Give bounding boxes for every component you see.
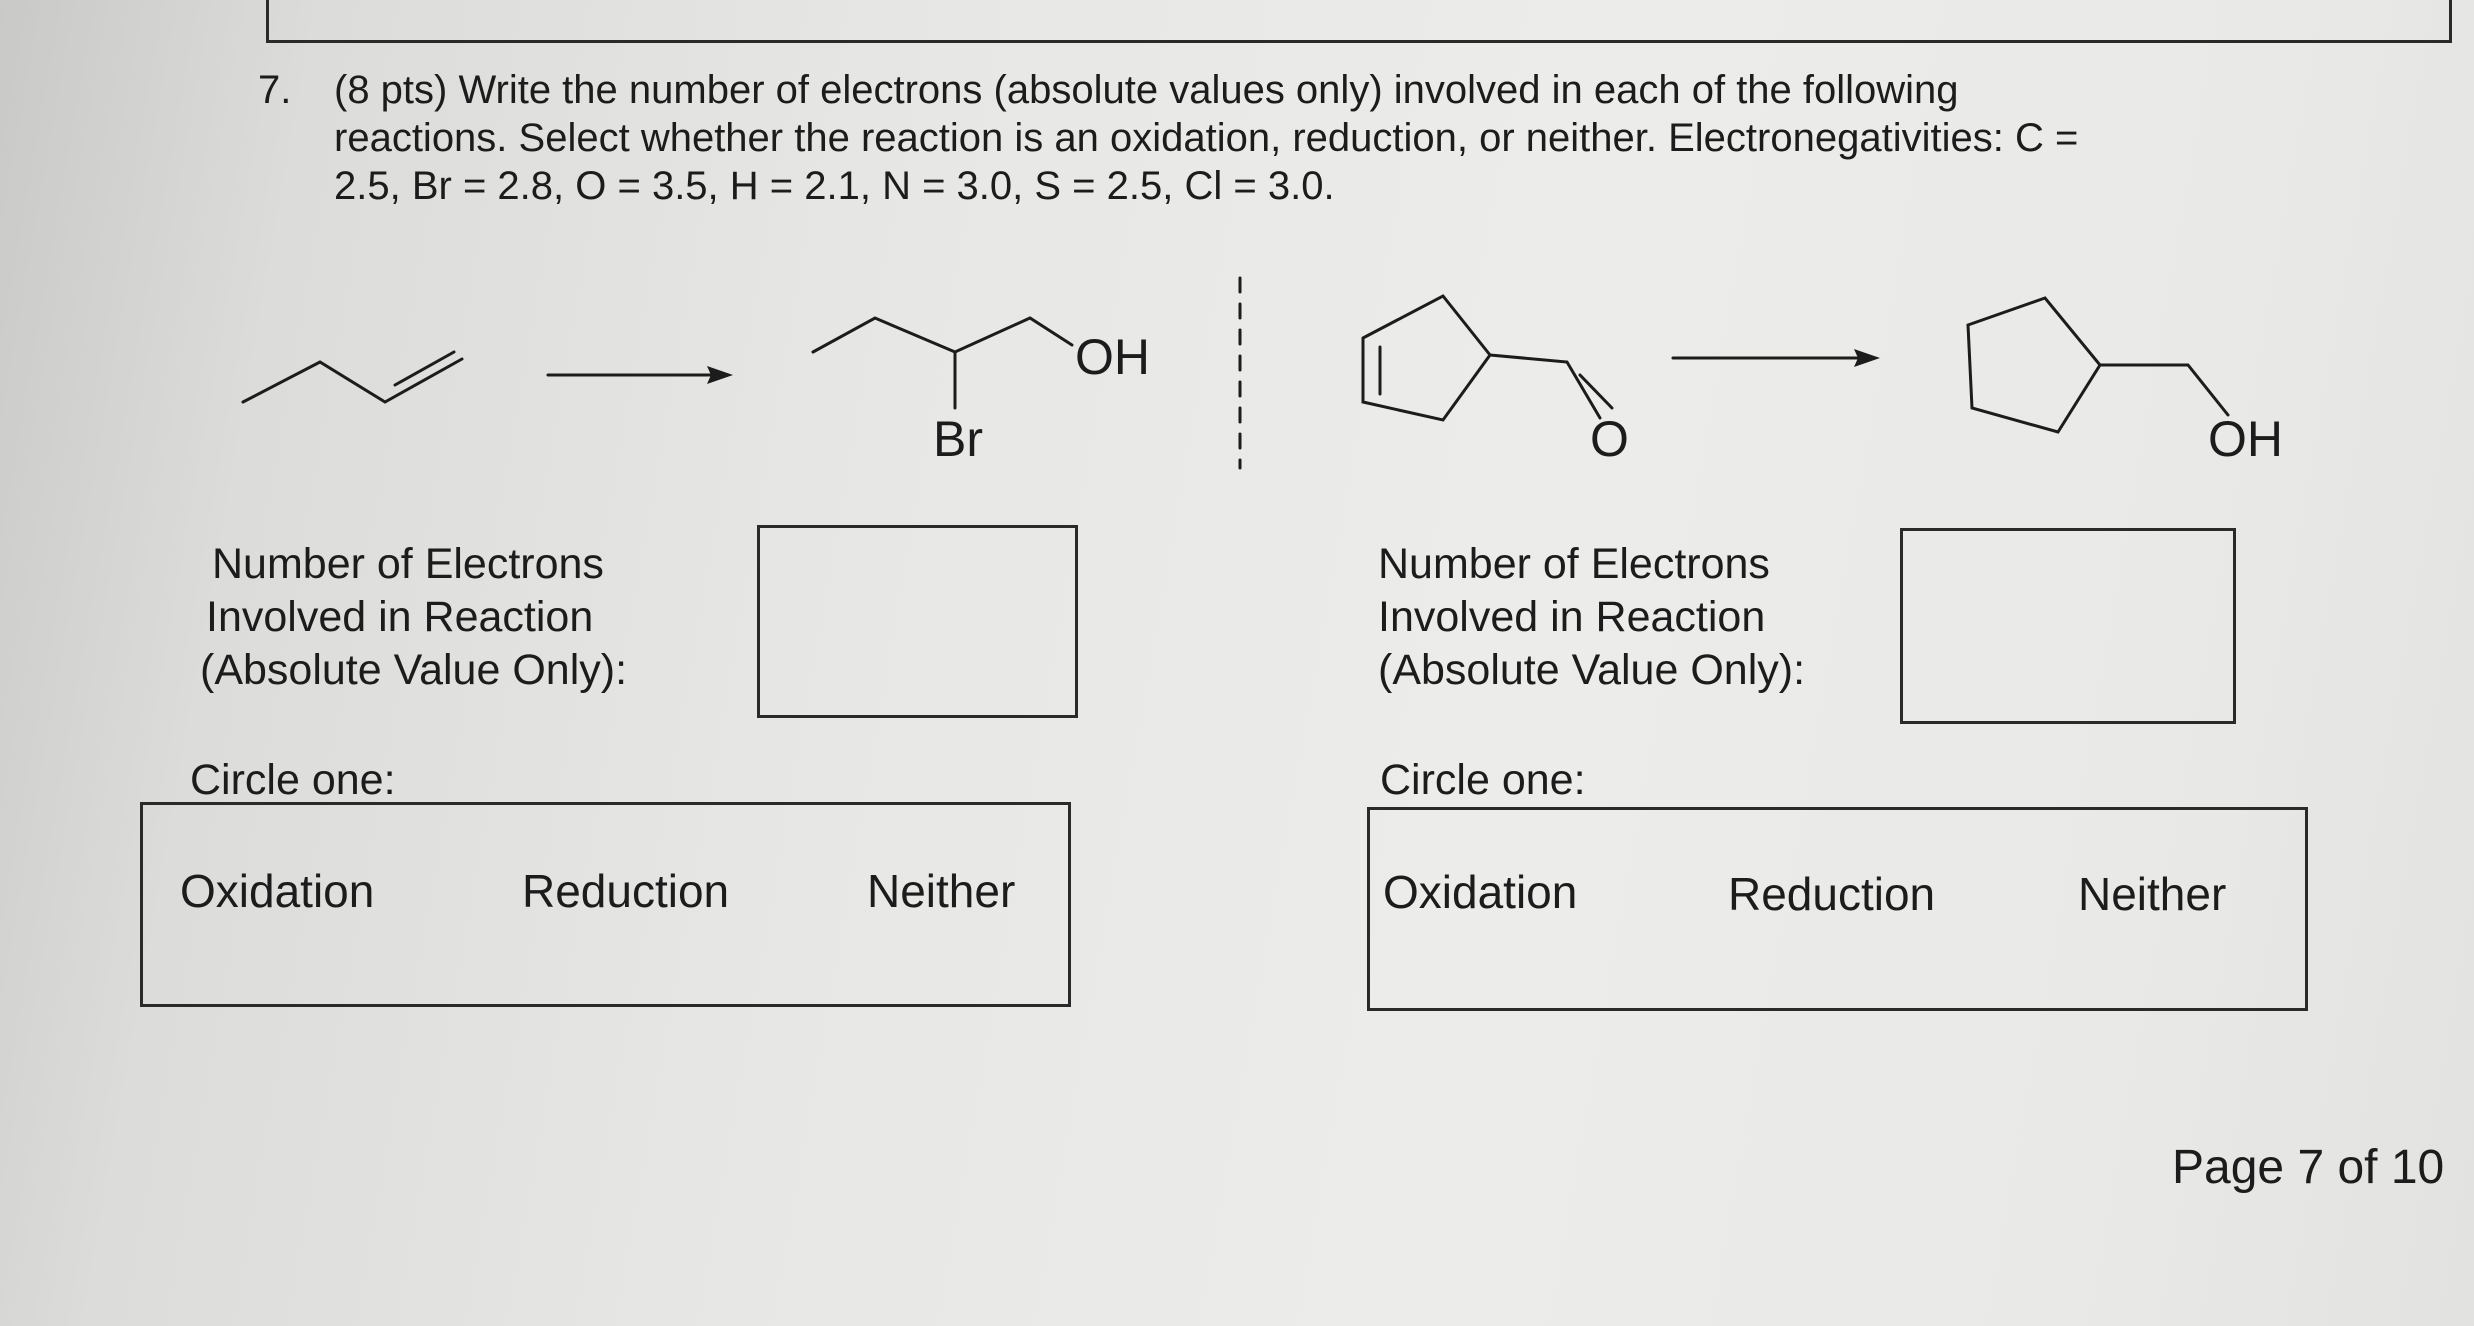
question-line-2: reactions. Select whether the reaction is an oxidation, reduction, or neither. Electronegativities: C = — [334, 116, 2079, 160]
left-circle-one-label: Circle one: — [190, 756, 396, 804]
left-product-bromoalcohol — [813, 318, 1072, 408]
left-reactant-butene — [243, 352, 462, 402]
right-reactant-cyclopentene-aldehyde — [1363, 296, 1612, 420]
left-electrons-answer-box[interactable] — [757, 525, 1078, 718]
left-choice-reduction[interactable]: Reduction — [522, 865, 730, 917]
right-choice-reduction[interactable]: Reduction — [1728, 868, 1936, 920]
right-product-oh-label: OH — [2208, 411, 2283, 467]
right-choice-oxidation[interactable]: Oxidation — [1383, 866, 1578, 918]
left-choice-oxidation[interactable]: Oxidation — [180, 865, 375, 917]
right-electrons-label-3: (Absolute Value Only): — [1378, 646, 1806, 694]
right-product-cyclopentylmethanol — [1968, 298, 2228, 432]
right-electrons-label-1: Number of Electrons — [1378, 540, 1770, 588]
right-electrons-answer-box[interactable] — [1900, 528, 2236, 724]
left-electrons-label-2: Involved in Reaction — [206, 593, 594, 641]
question-line-1: (8 pts) Write the number of electrons (absolute values only) involved in each of the following — [334, 68, 1959, 112]
left-electrons-label-3: (Absolute Value Only): — [200, 646, 628, 694]
left-product-br-label: Br — [933, 411, 983, 467]
question-line-3: 2.5, Br = 2.8, O = 3.5, H = 2.1, N = 3.0, S = 2.5, Cl = 3.0. — [334, 164, 1335, 208]
right-reaction-arrow — [1673, 349, 1880, 367]
left-choice-neither[interactable]: Neither — [867, 865, 1016, 917]
left-electrons-label-1: Number of Electrons — [212, 540, 604, 588]
question-number: 7. — [258, 68, 292, 112]
right-circle-one-label: Circle one: — [1380, 756, 1586, 804]
page-number: Page 7 of 10 — [2172, 1141, 2445, 1194]
right-reactant-o-label: O — [1590, 411, 1629, 467]
left-reaction-arrow — [548, 366, 733, 384]
right-choice-neither[interactable]: Neither — [2078, 868, 2227, 920]
right-electrons-label-2: Involved in Reaction — [1378, 593, 1766, 641]
left-product-oh-label: OH — [1075, 329, 1150, 385]
